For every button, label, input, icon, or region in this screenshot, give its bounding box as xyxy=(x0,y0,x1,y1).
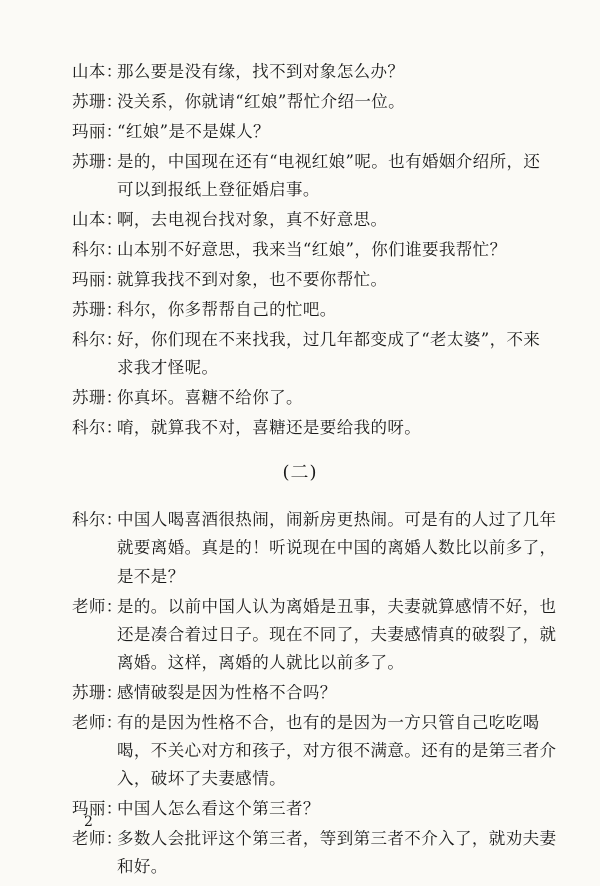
speaker-label: 老师： xyxy=(72,713,123,732)
dialogue-line xyxy=(72,151,592,173)
dialogue-line xyxy=(72,712,592,734)
dialogue-continuation-line xyxy=(117,652,600,674)
dialogue-text: 可以到报纸上登征婚启事。 xyxy=(117,180,320,199)
dialogue-text: 唷，就算我不对，喜糖还是要给我的呀。 xyxy=(117,418,422,437)
dialogue-line xyxy=(72,596,592,618)
dialogue-continuation-line xyxy=(117,856,600,878)
speaker-label: 科尔： xyxy=(72,510,123,529)
dialogue-text: 就要离婚。真是的！听说现在中国的离婚人数比以前多了， xyxy=(117,538,557,557)
dialogue-line xyxy=(72,239,592,261)
speaker-label: 山本： xyxy=(72,210,123,229)
speaker-label: 苏珊： xyxy=(72,300,123,319)
page-number: 2 xyxy=(84,814,93,830)
dialogue-line xyxy=(72,509,592,531)
speaker-label: 玛丽： xyxy=(72,799,123,818)
dialogue-text: 是不是？ xyxy=(117,567,185,586)
speaker-label: 科尔： xyxy=(72,418,123,437)
dialogue-text: 喝，不关心对方和孩子，对方很不满意。还有的是第三者介 xyxy=(117,741,557,760)
dialogue-continuation-line xyxy=(117,624,600,646)
speaker-label: 玛丽： xyxy=(72,122,123,141)
dialogue-continuation-line xyxy=(117,768,600,790)
dialogue-text: 入，破坏了夫妻感情。 xyxy=(117,769,286,788)
dialogue-line xyxy=(72,828,592,850)
dialogue-text: 就算我找不到对象，也不要你帮忙。 xyxy=(117,270,388,289)
dialogue-line xyxy=(72,798,592,820)
speaker-label: 苏珊： xyxy=(72,388,123,407)
dialogue-text: 离婚。这样，离婚的人就比以前多了。 xyxy=(117,653,405,672)
dialogue-text: 多数人会批评这个第三者，等到第三者不介入了，就劝夫妻 xyxy=(117,829,557,848)
dialogue-text: 啊，去电视台找对象，真不好意思。 xyxy=(117,210,388,229)
dialogue-line xyxy=(72,682,592,704)
dialogue-line xyxy=(72,121,592,143)
speaker-label: 科尔： xyxy=(72,330,123,349)
speaker-label: 老师： xyxy=(72,829,123,848)
dialogue-continuation-line xyxy=(117,740,600,762)
dialogue-line xyxy=(72,299,592,321)
dialogue-text: 没关系，你就请“红娘”帮忙介绍一位。 xyxy=(117,92,406,111)
dialogue-line xyxy=(72,329,592,351)
speaker-label: 科尔： xyxy=(72,240,123,259)
dialogue-continuation-line xyxy=(117,537,600,559)
dialogue-text: 你真坏。喜糖不给你了。 xyxy=(117,388,303,407)
speaker-label: 老师： xyxy=(72,597,123,616)
speaker-label: 苏珊： xyxy=(72,683,123,702)
dialogue-text: 是的，中国现在还有“电视红娘”呢。也有婚姻介绍所，还 xyxy=(117,152,541,171)
dialogue-line xyxy=(72,91,592,113)
dialogue-continuation-line xyxy=(117,179,600,201)
speaker-label: 苏珊： xyxy=(72,92,123,111)
dialogue-text: “红娘”是不是媒人？ xyxy=(117,122,270,141)
speaker-label: 苏珊： xyxy=(72,152,123,171)
dialogue-text: 有的是因为性格不合，也有的是因为一方只管自己吃吃喝 xyxy=(117,713,540,732)
dialogue-line xyxy=(72,269,592,291)
dialogue-text: 求我才怪呢。 xyxy=(117,358,219,377)
dialogue-continuation-line xyxy=(117,566,600,588)
dialogue-line xyxy=(72,61,592,83)
dialogue-text: 中国人怎么看这个第三者？ xyxy=(117,799,320,818)
speaker-label: 山本： xyxy=(72,62,123,81)
dialogue-text: 科尔，你多帮帮自己的忙吧。 xyxy=(117,300,337,319)
dialogue-text: 和好。 xyxy=(117,857,168,876)
dialogue-text: 山本别不好意思，我来当“红娘”，你们谁要我帮忙？ xyxy=(117,240,507,259)
dialogue-line xyxy=(72,209,592,231)
dialogue-text: 还是凑合着过日子。现在不同了，夫妻感情真的破裂了，就 xyxy=(117,625,557,644)
dialogue-text: 好，你们现在不来找我，过几年都变成了“老太婆”，不来 xyxy=(117,330,541,349)
dialogue-line xyxy=(72,417,592,439)
speaker-label: 玛丽： xyxy=(72,270,123,289)
dialogue-line xyxy=(72,387,592,409)
dialogue-continuation-line xyxy=(117,357,600,379)
dialogue-text: 感情破裂是因为性格不合吗？ xyxy=(117,683,337,702)
section-heading: (二) xyxy=(282,462,318,483)
dialogue-text: 是的。以前中国人认为离婚是丑事，夫妻就算感情不好，也 xyxy=(117,597,557,616)
dialogue-text: 那么要是没有缘，找不到对象怎么办？ xyxy=(117,62,405,81)
dialogue-text: 中国人喝喜酒很热闹，闹新房更热闹。可是有的人过了几年 xyxy=(117,510,557,529)
